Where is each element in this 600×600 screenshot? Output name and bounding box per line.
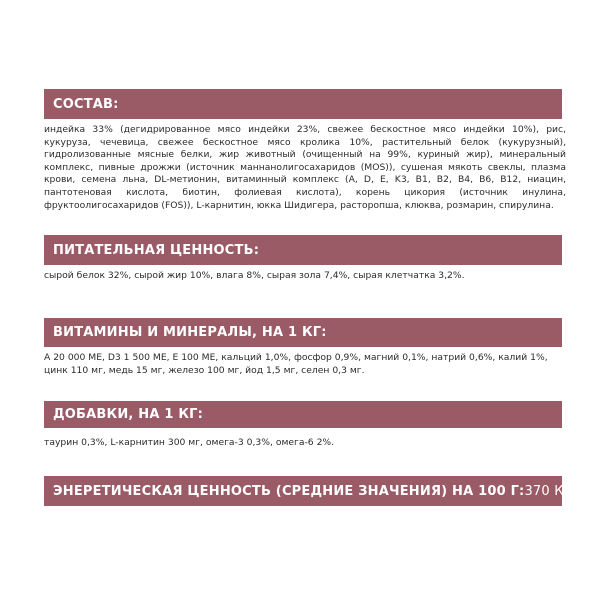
- vitamins-line-1: A 20 000 ME, D3 1 500 ME, E 100 ME, кальций 1,0%, фосфор 0,9%, магний 0,1%, натрий 0,6%, калий 1%,: [44, 352, 548, 363]
- additives-title: ДОБАВКИ, НА 1 КГ:: [53, 407, 204, 422]
- additives-header: [44, 401, 562, 428]
- composition-header: [44, 89, 562, 119]
- energy-value: 370 ККАЛ.: [524, 483, 597, 499]
- vitamins-title: ВИТАМИНЫ И МИНЕРАЛЫ, НА 1 КГ:: [53, 325, 327, 340]
- composition-title: СОСТАВ:: [53, 96, 119, 112]
- energy-header: [44, 476, 597, 506]
- nutrition-title: ПИТАТЕЛЬНАЯ ЦЕННОСТЬ:: [53, 242, 260, 258]
- energy-title: ЭНЕРЕТИЧЕСКАЯ ЦЕННОСТЬ (СРЕДНИЕ ЗНАЧЕНИЯ) НА 100 Г:: [53, 483, 525, 499]
- vitamins-line-2: цинк 110 мг, медь 15 мг, железо 100 мг, йод 1,5 мг, селен 0,3 мг.: [44, 364, 365, 376]
- nutrition-text: сырой белок 32%, сырой жир 10%, влага 8%, сырая зола 7,4%, сырая клетчатка 3,2%.: [44, 270, 465, 281]
- vitamins-text: [44, 352, 566, 377]
- vitamins-header: [44, 318, 562, 347]
- composition-text: индейка 33% (дегидрированное мясо индейки 23%, свежее бескостное мясо индейки 10%), рис, кукуруза, чечевица, свежее бескостное мясо кролика 10%, растительный белок (кукурузный), гидролизованные мясные белки, жир животный (очищенный на 99%, куриный жир), минеральный комплекс, пивные дрожжи (источник маннанолигосахаридов (MOS)), сушеная мякоть свеклы, плазма крови, семена льна, DL-метионин, витаминный комплекс (A, D, E, K3, B1, B2, B4, B6, B12, ниацин, пантотеновая кислота, биотин, фолиевая кислота), корень цикория (источник инулина, фруктоолигосахаридов (FOS)), L-карнитин, юкка Шидигера, расторопша, клюква, розмарин, спирулина.: [44, 124, 566, 211]
- additives-text: таурин 0,3%, L-карнитин 300 мг, омега-3 0,3%, омега-6 2%.: [44, 437, 335, 448]
- nutrition-header: [44, 235, 562, 265]
